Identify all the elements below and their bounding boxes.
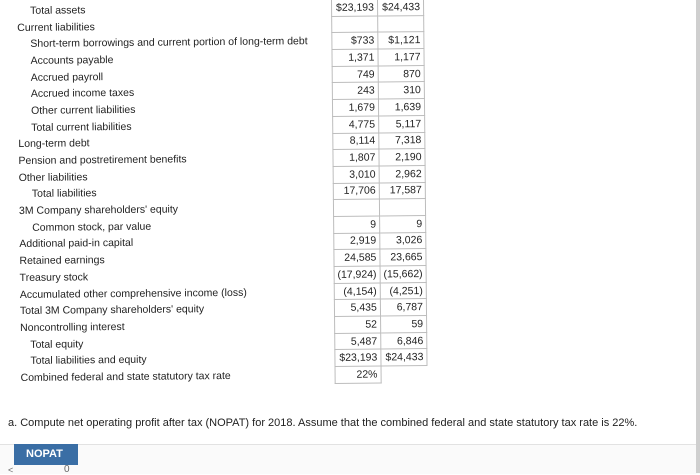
row-value-2018: (4,154) <box>334 283 380 300</box>
row-value-2017: 9 <box>379 215 425 232</box>
row-value-2018: 243 <box>332 82 378 99</box>
row-label: Total equity <box>30 337 84 351</box>
row-label: Noncontrolling interest <box>20 320 125 334</box>
row-label: Total 3M Company shareholders' equity <box>19 303 205 318</box>
row-value-2018: 1,679 <box>332 99 378 116</box>
row-value-2017: 1,639 <box>378 99 424 116</box>
row-value-2017: (4,251) <box>380 282 426 299</box>
row-label: Short-term borrowings and current portion of long-term debt <box>30 35 308 51</box>
row-value-2018: 1,807 <box>333 149 379 166</box>
row-label: Total assets <box>30 4 86 17</box>
row-value-2018: 749 <box>332 66 378 83</box>
row-label: Other liabilities <box>18 171 88 184</box>
row-label: Combined federal and state statutory tax rate <box>20 369 231 384</box>
row-label: Long-term debt <box>18 137 90 151</box>
row-value-2017: 23,665 <box>380 249 426 266</box>
row-label: Treasury stock <box>19 271 89 284</box>
row-value-2017: 5,117 <box>378 115 424 132</box>
row-label: 3M Company shareholders' equity <box>18 203 179 218</box>
row-value-2017: (15,662) <box>380 266 426 283</box>
row-value-2018: $733 <box>332 32 378 49</box>
row-value-2017: 3,026 <box>380 232 426 249</box>
row-value-2017 <box>378 15 424 32</box>
nopat-label: NOPAT <box>14 444 78 465</box>
row-value-2018: 8,114 <box>333 133 379 150</box>
balance-sheet-table <box>14 0 428 387</box>
row-value-2018: 22% <box>335 366 381 383</box>
row-value-2017: $24,433 <box>381 349 427 366</box>
row-value-2017: 6,787 <box>380 299 426 316</box>
row-label: Total liabilities <box>31 187 97 201</box>
row-value-2018: 24,585 <box>334 249 380 266</box>
row-value-2017: 7,318 <box>379 132 425 149</box>
row-value-2018: 9 <box>333 216 379 233</box>
scroll-left-icon[interactable]: < <box>8 465 14 475</box>
row-value-2018: 5,435 <box>334 299 380 316</box>
row-value-2017 <box>381 366 427 383</box>
row-label: Current liabilities <box>17 20 95 34</box>
row-label: Accounts payable <box>30 53 114 67</box>
row-value-2018: 2,919 <box>334 233 380 250</box>
row-value-2018: 3,010 <box>333 166 379 183</box>
row-value-2018: 52 <box>334 316 380 333</box>
row-value-2018: 4,775 <box>332 116 378 133</box>
row-value-2018: 5,487 <box>334 333 380 350</box>
row-value-2018 <box>333 199 379 216</box>
row-value-2017: 59 <box>380 316 426 333</box>
row-value-2018 <box>331 16 377 33</box>
row-value-2017: 17,587 <box>379 182 425 199</box>
balance-sheet-image <box>14 0 428 387</box>
answer-row <box>0 444 700 474</box>
row-value-2017: 1,177 <box>378 49 424 66</box>
row-value-2017: 2,962 <box>379 165 425 182</box>
row-label: Accrued payroll <box>30 70 104 84</box>
question-text: a. Compute net operating profit after tax (NOPAT) for 2018. Assume that the combined federal and state statutory tax rate is 22%. <box>8 417 638 429</box>
row-value-2018: (17,924) <box>334 266 380 283</box>
row-value-2017: 870 <box>378 65 424 82</box>
right-edge <box>696 0 700 473</box>
row-value-2017 <box>379 199 425 216</box>
row-value-2018: $23,193 <box>331 0 377 16</box>
row-label: Accumulated other comprehensive income (loss) <box>19 286 247 301</box>
row-value-2018: 17,706 <box>333 183 379 200</box>
row-value-2017: $1,121 <box>378 32 424 49</box>
row-value-2017: 2,190 <box>379 149 425 166</box>
nopat-input[interactable]: 0 <box>64 464 70 475</box>
row-value-2017: $24,433 <box>377 0 423 16</box>
row-label: Other current liabilities <box>30 103 136 117</box>
row-label: Pension and postretirement benefits <box>18 153 187 167</box>
row-label: Total current liabilities <box>31 120 132 134</box>
row-label: Common stock, par value <box>32 220 152 234</box>
row-label: Total liabilities and equity <box>30 354 147 368</box>
row-value-2018: 1,371 <box>332 49 378 66</box>
row-value-2017: 310 <box>378 82 424 99</box>
table-row <box>18 366 428 387</box>
row-label: Accrued income taxes <box>30 87 135 101</box>
row-label: Retained earnings <box>19 254 105 268</box>
row-value-2017: 6,846 <box>381 332 427 349</box>
row-label: Additional paid-in capital <box>19 237 134 251</box>
row-value-2018: $23,193 <box>335 349 381 366</box>
